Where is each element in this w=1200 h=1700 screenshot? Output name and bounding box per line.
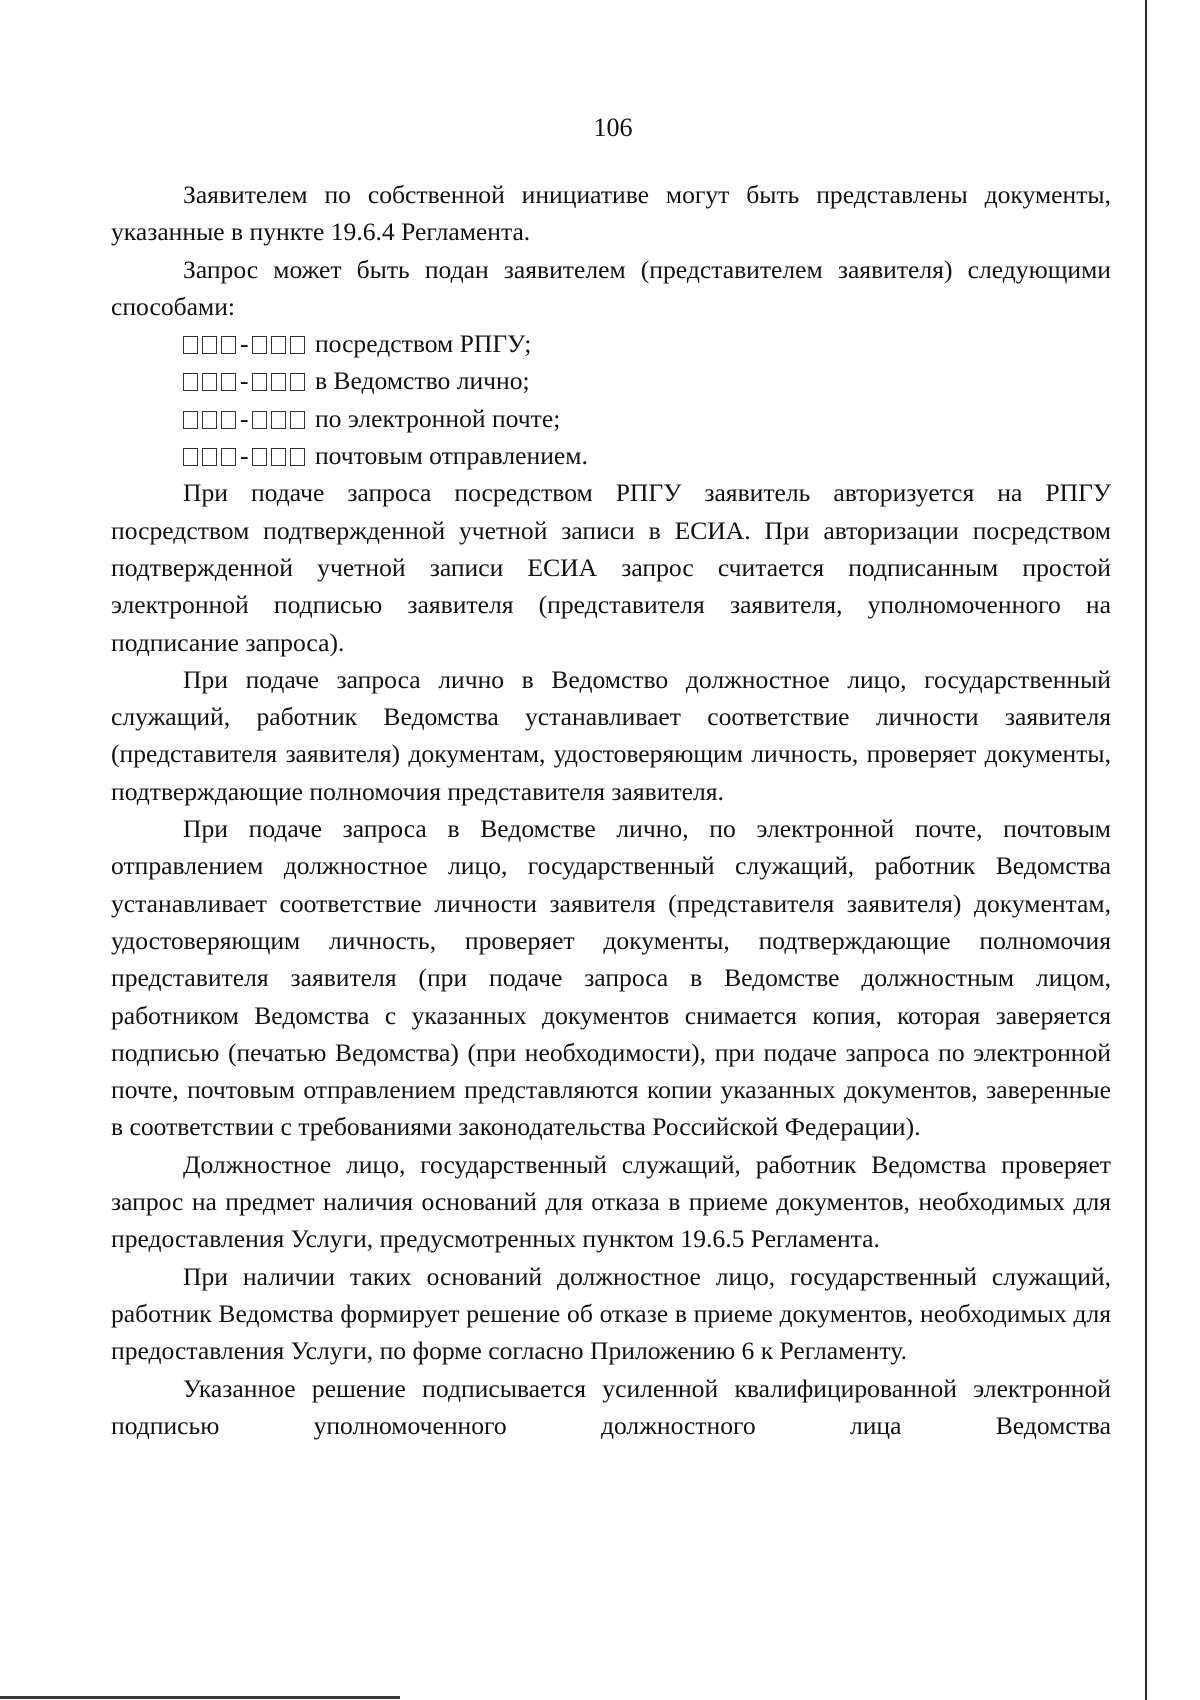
missing-glyph-icon (290, 373, 305, 391)
missing-glyph-icon (271, 373, 286, 391)
list-marker (183, 404, 315, 433)
list-item-text: почтовым отправлением. (314, 441, 588, 471)
list-marker-dash: - (240, 403, 249, 433)
paragraph: Указанное решение подписывается усиленной квалифицированной электронной подписью уполномоченного должностного лица Ведомства (111, 1373, 1111, 1440)
missing-glyph-icon (221, 448, 236, 466)
list-item-text: по электронной почте; (314, 403, 561, 433)
missing-glyph-icon (202, 373, 217, 391)
paragraph: При наличии таких оснований должностное лицо, государственный служащий, работник Ведомства формирует решение об отказе в приеме документов, необходимых для предоставления Услуги, по форме согласно Приложению 6 к Регламенту. (111, 1261, 1111, 1366)
missing-glyph-icon (202, 411, 217, 429)
missing-glyph-icon (221, 411, 236, 429)
missing-glyph-icon (271, 411, 286, 429)
missing-glyph-icon (290, 411, 305, 429)
paragraph: При подаче запроса в Ведомстве лично, по электронной почте, почтовым отправлением должностное лицо, государственный служащий, работник Ведомства устанавливает соответствие личности заявителя (представителя заявителя) документам, удостоверяющим личность, проверяет документы, подтверждающие полномочия представителя заявителя (при подаче запроса в Ведомстве должностным лицом, работником Ведомства с указанных документов снимается копия, которая заверяется подписью (печатью Ведомства) (при необходимости), при подаче запроса по электронной почте, почтовым отправлением представляются копии указанных документов, заверенные в соответствии с требованиями законодательства Российской Федерации). (111, 814, 1111, 1142)
paragraph: Заявителем по собственной инициативе могут быть представлены документы, указанные в пункте 19.6.4 Регламента. (111, 180, 1111, 247)
list-marker-dash: - (240, 329, 249, 359)
list-marker (183, 329, 315, 358)
page-edge-right (1145, 0, 1147, 1700)
missing-glyph-icon (252, 373, 267, 391)
list-marker (183, 441, 315, 470)
page-edge-bottom (0, 1696, 400, 1699)
missing-glyph-icon (183, 336, 198, 354)
missing-glyph-icon (271, 448, 286, 466)
page-number: 106 (593, 113, 633, 142)
paragraph: Должностное лицо, государственный служащий, работник Ведомства проверяет запрос на предмет наличия оснований для отказа в приеме документов, необходимых для предоставления Услуги, предусмотренных пунктом 19.6.5 Регламента. (111, 1149, 1111, 1254)
list-item (111, 362, 1111, 399)
list-item (111, 400, 1111, 437)
list-marker-dash: - (240, 441, 249, 471)
paragraph: Запрос может быть подан заявителем (представителем заявителя) следующими способами: (111, 254, 1111, 321)
list-item-text: посредством РПГУ; (314, 329, 532, 359)
missing-glyph-icon (202, 336, 217, 354)
list-item (111, 325, 1111, 362)
missing-glyph-icon (202, 448, 217, 466)
missing-glyph-icon (252, 448, 267, 466)
missing-glyph-icon (271, 336, 286, 354)
missing-glyph-icon (183, 411, 198, 429)
paragraph: При подаче запроса лично в Ведомство должностное лицо, государственный служащий, работник Ведомства устанавливает соответствие личности заявителя (представителя заявителя) документам, удостоверяющим личность, проверяет документы, подтверждающие полномочия представителя заявителя. (111, 664, 1111, 806)
missing-glyph-icon (252, 411, 267, 429)
missing-glyph-icon (221, 336, 236, 354)
missing-glyph-icon (221, 373, 236, 391)
missing-glyph-icon (290, 336, 305, 354)
list-marker (183, 366, 315, 395)
missing-glyph-icon (252, 336, 267, 354)
paragraph: При подаче запроса посредством РПГУ заявитель авторизуется на РПГУ посредством подтвержденной учетной записи в ЕСИА. При авторизации посредством подтвержденной учетной записи ЕСИА запрос считается подписанным простой электронной подписью заявителя (представителя заявителя, уполномоченного на подписание запроса). (111, 478, 1111, 657)
list-item-text: в Ведомство лично; (314, 366, 530, 396)
missing-glyph-icon (183, 373, 198, 391)
missing-glyph-icon (290, 448, 305, 466)
missing-glyph-icon (183, 448, 198, 466)
list-item (111, 437, 1111, 474)
document-body (111, 176, 1111, 1444)
list-marker-dash: - (240, 366, 249, 396)
